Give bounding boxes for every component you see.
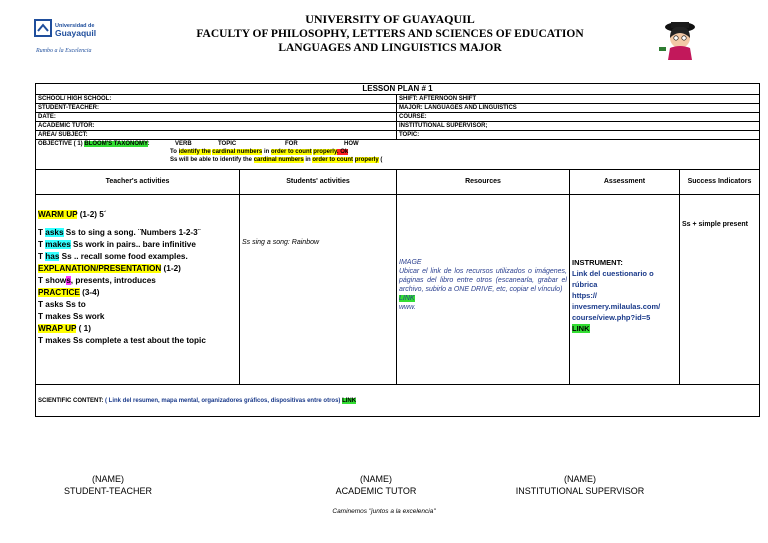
signature-name: (NAME) [92,474,124,484]
objective-header-line: OBJECTIVE ( 1) BLOOM'S TAXONOMY: VERB TOPIC FOR HOW [38,141,359,147]
objective-how-2: properly [354,157,379,163]
students-activities-header: Students' activities [240,170,397,195]
svg-text:Guayaquil: Guayaquil [55,28,97,38]
teacher-activities-list [38,195,237,347]
objective-verb: identify the [178,149,211,155]
assessment-text: Link del cuestionario o rúbrica [572,269,654,289]
topic-field[interactable]: TOPIC: [397,131,760,140]
test-line: T makes Ss complete a test about the topic [38,336,206,345]
signature-role: ACADEMIC TUTOR [335,486,417,496]
blooms-taxonomy-label: BLOOM'S TAXONOMY [84,141,148,147]
asks-rest: Ss to sing a song. ¨Numbers 1-2-3¨ [63,228,201,237]
objective-topic-2: cardinal numbers [253,157,304,163]
resources-header: Resources [397,170,570,195]
t-2: T [38,240,46,249]
scientific-label: SCIENTIFIC CONTENT: [38,397,104,404]
faculty-title: FACULTY OF PHILOSOPHY, LETTERS AND SCIENCES OF EDUCATION [196,28,584,40]
resources-link[interactable]: LINK [399,295,415,302]
success-indicators-text: Ss + simple present [682,221,748,228]
signature-institutional-supervisor [500,474,660,496]
resources-desc: Ubicar el link de los recursos utilizados o imágenes, páginas del libro entre otros (escanearla, grabar el archivo, subirlo a ONE DRIVE, etc, copiar el vínculo) [399,268,567,293]
makes-2: T makes Ss work [38,312,105,321]
makes-rest: Ss work in pairs.. bare infinitive [70,240,196,249]
shows-word: T show [38,276,67,285]
teacher-activities-header: Teacher's activities [36,170,240,195]
svg-text:Universidad de: Universidad de [55,23,95,29]
signature-student-teacher [28,474,188,496]
svg-text:Rumbo a la Excelencia: Rumbo a la Excelencia [36,48,92,54]
asks-word: asks [45,228,64,237]
objective-in-2: in [305,157,311,163]
scientific-content-cell[interactable] [36,385,760,417]
has-word: has [45,252,60,261]
signature-name: (NAME) [360,474,392,484]
signature-role: INSTITUTIONAL SUPERVISOR [515,486,645,496]
lesson-plan-title: LESSON PLAN # 1 [36,84,760,95]
institutional-supervisor-field[interactable]: INSTITUTIONAL SUPERVISOR; [397,122,760,131]
warmup-label: WARM UP [38,210,78,219]
date-field[interactable]: DATE: [36,113,397,122]
objective-line-1 [38,148,757,156]
academic-tutor-field[interactable]: ACADEMIC TUTOR: [36,122,397,131]
area-subject-field[interactable]: AREA/ SUBJECT: [36,131,397,140]
scientific-text: ( Link del resumen, mapa mental, organizadores gráficos, dispositivas entre otros) [105,397,341,404]
school-field[interactable]: SCHOOL/ HIGH SCHOOL: [36,95,397,104]
scientific-link[interactable]: LINK [342,397,357,404]
objective-line-2 [38,156,757,164]
objective-topic: cardinal numbers [212,149,263,155]
has-rest: Ss .. recall some food examples. [59,252,188,261]
shows-rest: , presents, introduces [70,276,156,285]
assessment-cell[interactable] [570,195,680,385]
assessment-link[interactable]: LINK [572,324,590,333]
t-3: T [38,252,46,261]
signature-name: (NAME) [564,474,596,484]
course-field[interactable]: COURSE: [397,113,760,122]
wrapup-label: WRAP UP [38,324,77,333]
major-field[interactable]: MAJOR: LANGUAGES AND LINGUISTICS [397,104,760,113]
objective-how: properly [313,149,337,155]
verb-label: VERB [175,141,192,147]
how-label: HOW [344,141,359,147]
shows-s: s [66,276,71,285]
major-title: LANGUAGES AND LINGUISTICS MAJOR [278,42,502,54]
student-teacher-field[interactable]: STUDENT-TEACHER: [36,104,397,113]
objective-cell[interactable] [36,140,760,170]
success-indicators-header: Success Indicators [680,170,760,195]
objective-for-2: order to count [312,157,354,163]
practice-time: (3-4) [79,288,100,297]
resources-content [399,195,567,312]
warmup-time: (1-2) 5´ [77,210,107,219]
objective-label: OBJECTIVE ( 1) [38,141,83,147]
resources-cell[interactable] [397,195,570,385]
resources-www[interactable]: www. [399,304,416,311]
footer-motto: Caminemos "juntos a la excelencia" [332,508,436,515]
assessment-content [572,195,677,334]
university-title: UNIVERSITY OF GUAYAQUIL [305,12,475,26]
asks-2: T asks Ss to [38,300,86,309]
wrapup-time: ( 1) [76,324,91,333]
lesson-plan-table [35,83,760,417]
shift-field[interactable]: SHIFT: AFTERNOON SHIFT [397,95,760,104]
presentation-time: (1-2) [161,264,181,273]
objective-for: order to count [270,149,312,155]
presentation-label: EXPLANATION/PRESENTATION [38,264,162,273]
practice-label: PRACTICE [38,288,80,297]
objective-in: in [263,149,270,155]
students-activities-cell[interactable] [240,195,397,385]
objective-ss-able: Ss will be able to identify the [170,157,253,163]
image-label: IMAGE [399,259,422,266]
university-logo [33,18,113,58]
instrument-label: INSTRUMENT: [572,258,623,267]
objective-ok: . Ok [336,149,349,155]
teacher-activities-cell[interactable] [36,195,240,385]
signature-role: STUDENT-TEACHER [63,486,152,496]
students-activity-text: Ss sing a song: Rainbow [242,239,320,246]
for-label: FOR [285,141,298,147]
assessment-header: Assessment [570,170,680,195]
objective-to: To [170,149,177,155]
topic-label: TOPIC [218,141,237,147]
makes-word: makes [45,240,71,249]
objective-paren: ( [380,157,383,163]
graduate-emblem-icon [658,14,702,60]
signature-academic-tutor [296,474,456,496]
success-indicators-cell[interactable] [680,195,760,385]
t-1: T [38,228,46,237]
assessment-url[interactable]: https:// invesmery.milaulas.com/ course/view.php?id=5 [572,291,661,322]
